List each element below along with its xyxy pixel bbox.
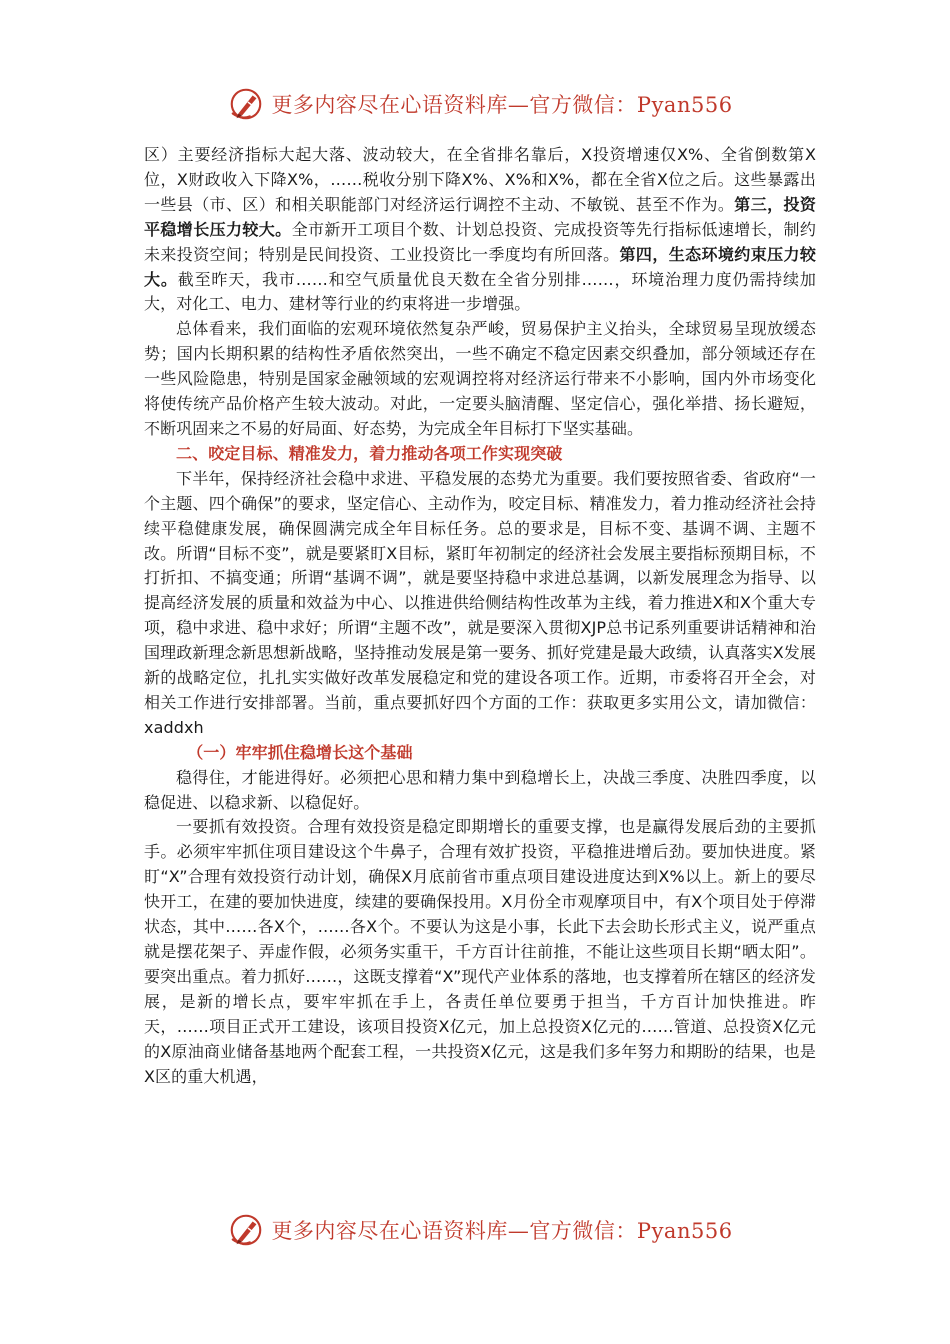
paragraph-1-bold-2: 第四，生态环境约束压力较大。: [144, 244, 817, 289]
header-banner-text: 更多内容尽在心语资料库—官方微信：Pyan556: [271, 93, 733, 117]
paragraph-5: 一要抓有效投资。合理有效投资是稳定即期增长的重要支撑，也是赢得发展后劲的主要抓手。必须牢牢抓住项目建设这个牛鼻子，合理有效扩投资，平稳推进增后劲。要加快进度。紧盯“X”合理有效投资行动计划，确保X月底前省市重点项目建设进度达到X%以上。新上的要尽快开工，在建的要加快进度，续建的要确保投用。X月份全市观摩项目中，有X个项目处于停滞状态，其中……各X个，……各X个。不要认为这是小事，长此下去会助长形式主义，说严重点就是摆花架子、弄虚作假，必须务实重干，千方百计往前推，不能让这些项目长期“晒太阳”。要突出重点。着力抓好……，这既支撑着“X”现代产业体系的落地，也支撑着所在辖区的经济发展，是新的增长点，要牢牢抓在手上，各责任单位要勇于担当，千方百计加快推进。昨天，……项目正式开工建设，该项目投资X亿元，加上总投资X亿元的……管道、总投资X亿元的X原油商业储备基地两个配套工程，一共投资X亿元，这是我们多年努力和期盼的结果，也是X区的重大机遇，: [144, 817, 816, 1086]
pen-logo-icon: [227, 1211, 265, 1249]
paragraph-1-bold-1: 第三，投资平稳增长压力较大。: [144, 194, 816, 239]
footer-banner: [0, 1210, 950, 1250]
subsection-heading-1: （一）牢牢抓住稳增长这个基础: [187, 742, 413, 762]
header-banner-inner: [227, 85, 732, 123]
footer-banner-inner: [227, 1211, 732, 1249]
paragraph-3: 下半年，保持经济社会稳中求进、平稳发展的态势尤为重要。我们要按照省委、省政府“一个主题、四个确保”的要求，坚定信心、主动作为，咬定目标、精准发力，着力推动经济社会持续平稳健康发展，确保圆满完成全年目标任务。总的要求是，目标不变、基调不调、主题不改。所谓“目标不变”，就是要紧盯X目标，紧盯年初制定的经济社会发展主要指标预期目标，不打折扣、不搞变通；所谓“基调不调”，就是要坚持稳中求进总基调，以新发展理念为指导、以提高经济发展的质量和效益为中心、以推进供给侧结构性改革为主线，着力推进X和X个重大专项，稳中求进、稳中求好；所谓“主题不改”，就是要深入贯彻XJP总书记系列重要讲话精神和治国理政新理念新思想新战略，坚持推动发展是第一要务、抓好党建是最大政绩，认真落实X发展新的战略定位，扎扎实实做好改革发展稳定和党的建设各项工作。近期，市委将召开全会，对相关工作进行安排部署。当前，重点要抓好四个方面的工作：获取更多实用公文，请加微信：xaddxh: [144, 468, 816, 737]
header-banner: [0, 84, 950, 124]
document-body: [144, 143, 816, 1089]
pen-logo-icon: [227, 85, 265, 123]
paragraph-1-text-1: 区）主要经济指标大起大落、波动较大，在全省排名靠后，X投资增速仅X%、全省倒数第X位，X财政收入下降X%，……税收分别下降X%、X%和X%，都在全省X位之后。这些暴露出一些县（市、区）和相关职能部门对经济运行调控不主动、不敏锐、甚至不作为。: [144, 145, 816, 214]
paragraph-4: 稳得住，才能进得好。必须把心思和精力集中到稳增长上，决战三季度、决胜四季度，以稳促进、以稳求新、以稳促好。: [144, 767, 816, 812]
paragraph-1-text-3: 截至昨天，我市……和空气质量优良天数在全省分别排……，环境治理力度仍需持续加大，对化工、电力、建材等行业的约束将进一步增强。: [144, 269, 816, 314]
paragraph-1-text-2: 全市新开工项目个数、计划总投资、完成投资等先行指标低速增长，制约未来投资空间；特别是民间投资、工业投资比一季度均有所回落。: [144, 219, 816, 264]
footer-banner-text: 更多内容尽在心语资料库—官方微信：Pyan556: [271, 1219, 733, 1243]
section-heading-2: 二、咬定目标、精准发力，着力推动各项工作实现突破: [176, 443, 563, 463]
paragraph-1: [144, 143, 816, 317]
paragraph-2: 总体看来，我们面临的宏观环境依然复杂严峻，贸易保护主义抬头，全球贸易呈现放缓态势；国内长期积累的结构性矛盾依然突出，一些不确定不稳定因素交织叠加，部分领域还存在一些风险隐患，特别是国家金融领域的宏观调控将对经济运行带来不小影响，国内外市场变化将使传统产品价格产生较大波动。对此，一定要头脑清醒、坚定信心，强化举措、扬长避短，不断巩固来之不易的好局面、好态势，为完成全年目标打下坚实基础。: [144, 319, 816, 438]
